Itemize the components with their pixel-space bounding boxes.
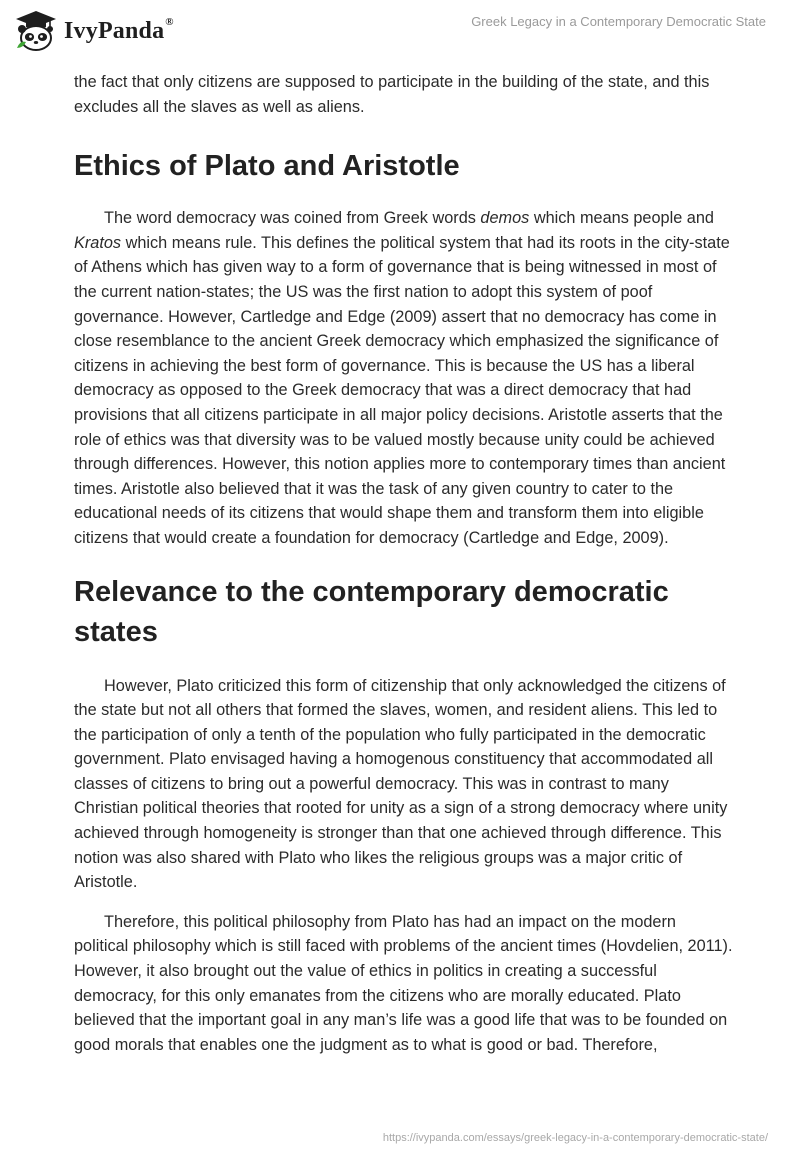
intro-continuation: the fact that only citizens are supposed to participate in the building of the state, and this excludes all the slaves as well as aliens. — [74, 73, 710, 116]
section-heading-ethics: Ethics of Plato and Aristotle — [74, 150, 460, 183]
registered-mark: ® — [165, 15, 174, 28]
running-title: Greek Legacy in a Contemporary Democratic State — [471, 14, 766, 29]
section-heading-relevance: Relevance to the contemporary democratic states — [74, 575, 669, 648]
article-body — [74, 70, 734, 1057]
brand-name: IvyPanda® — [64, 15, 174, 44]
source-url: https://ivypanda.com/essays/greek-legacy-in-a-contemporary-democratic-state/ — [382, 1132, 768, 1144]
paragraph-relevance-2: Therefore, this political philosophy from Plato has had an impact on the modern political philosophy which is still faced with problems of the ancient times (Hovdelien, 2011). However, it also brought out the value of ethics in politics in creating a successful democracy, for this only emanates from the citizens who are morally educated. Plato believed that the important goal in any man’s life was a good life that was to be founded on good morals that enables one the judgment as to what is good or bad. Therefore, — [74, 912, 733, 1054]
term-kratos: Kratos — [74, 233, 122, 252]
paragraph-ethics: The word democracy was coined from Greek words demos which means people and Kratos which means rule. This defines the political system that had its roots in the city-state of Athens which has given way to a form of governance that is being witnessed in most of the current nation-states; the US was the first nation to adopt this system of poof governance. However, Cartledge and Edge (2009) assert that no democracy has come in close resemblance to the ancient Greek democracy which emphasized the significance of citizens in achieving the best form of governance. This is because the US has a liberal democracy as opposed to the Greek democracy that was a direct democracy that had provisions that all citizens participate in all major policy decisions. Aristotle asserts that the role of ethics was that diversity was to be valued mostly because unity could be achieved through differences. However, this notion applies more to contemporary times than ancient times. Aristotle also believed that it was the task of any given country to cater to the educational needs of its citizens that would shape them and transform them into eligible citizens that would create a foundation for democracy (Cartledge and Edge, 2009). — [74, 209, 730, 547]
paragraph-relevance-1: However, Plato criticized this form of citizenship that only acknowledged the citizens of the state but not all others that formed the slaves, women, and resident aliens. This led to the participation of only a tenth of the population who fully participated in the democratic government. Plato envisaged having a homogenous constituency that accommodated all classes of citizens to bring out a powerful democracy. This was in contrast to many Christian political theories that rooted for unity as a sign of a strong democracy where unity achieved through homogeneity is stronger than that one achieved through difference. This notion was also shared with Plato who likes the religious groups was a major critic of Aristotle. — [74, 676, 728, 892]
term-demos: demos — [480, 209, 530, 228]
page-header — [0, 0, 800, 64]
brand-logo[interactable] — [14, 8, 174, 52]
panda-graduate-icon — [14, 8, 58, 52]
